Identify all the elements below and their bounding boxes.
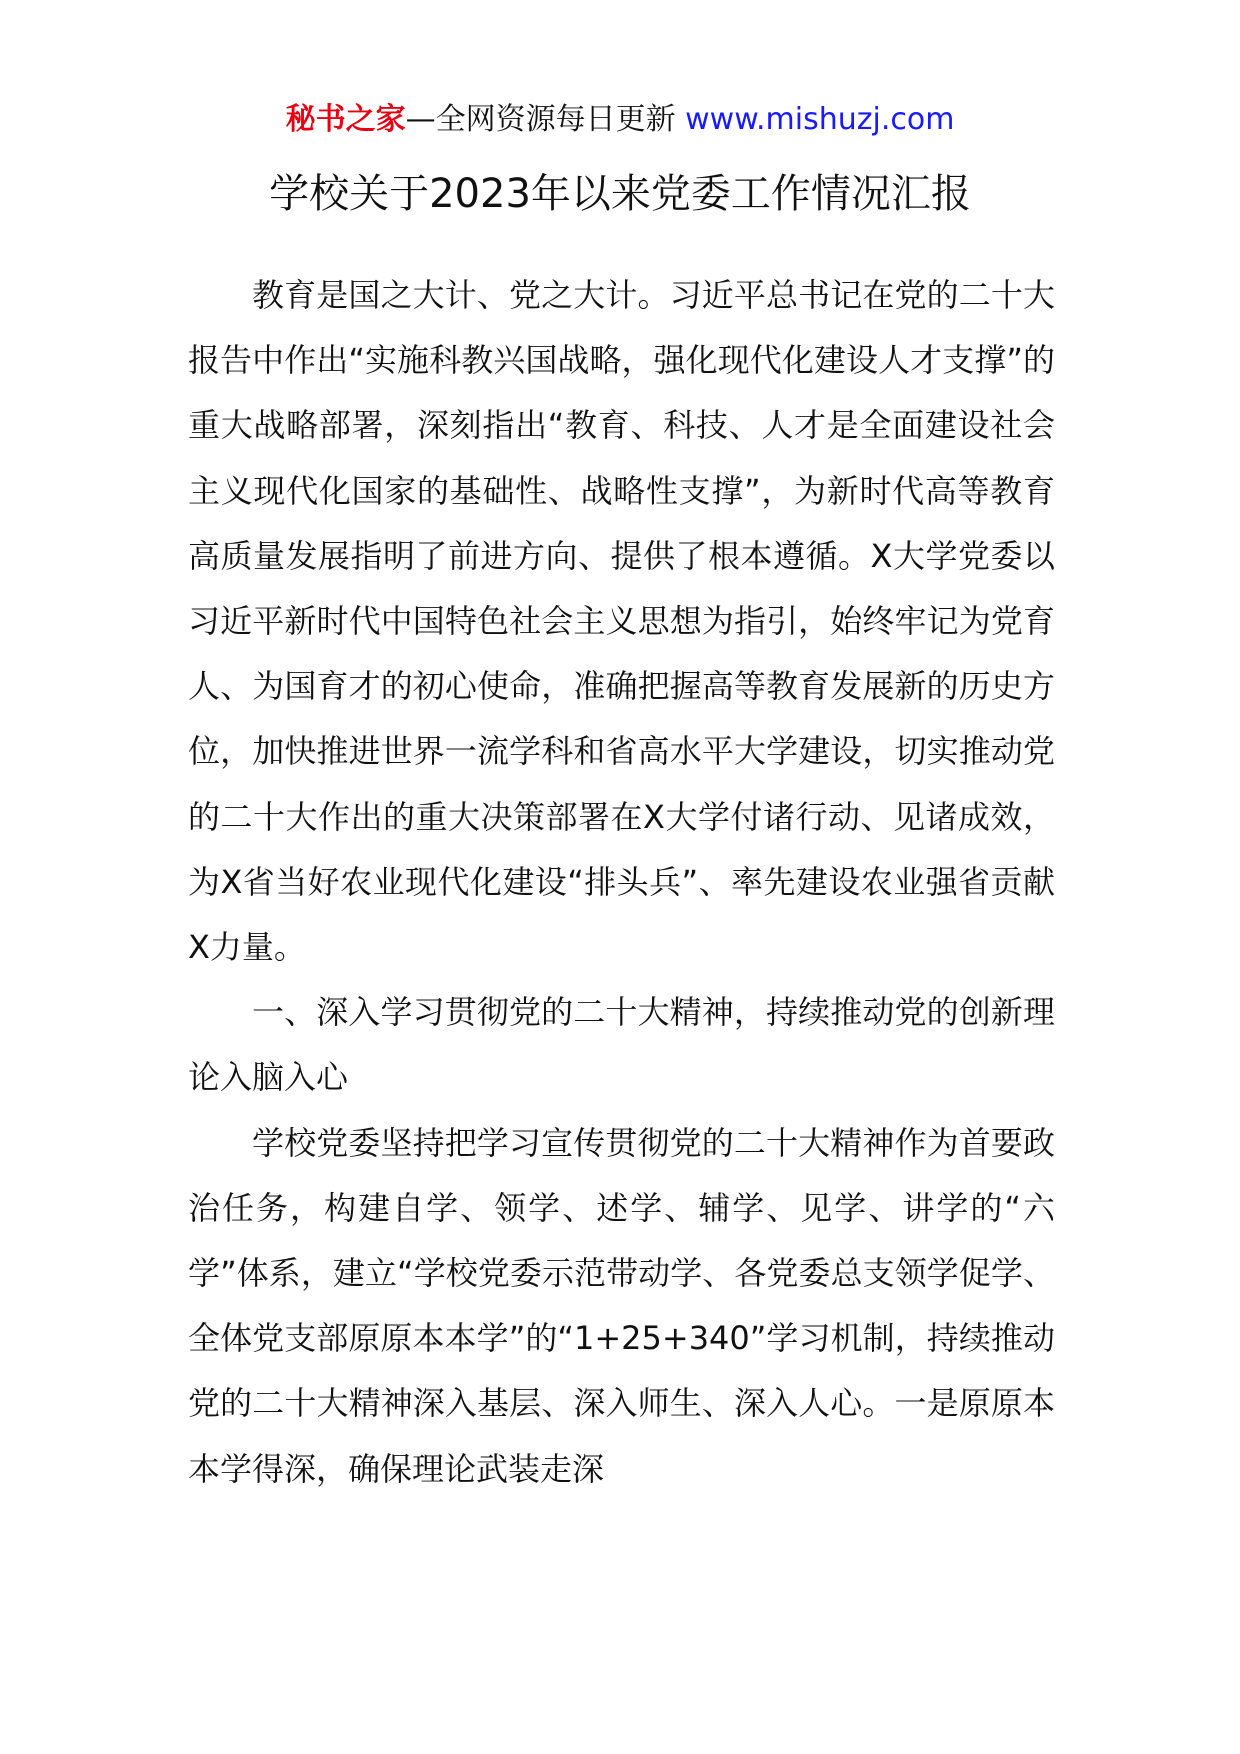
document-body bbox=[188, 263, 1055, 1502]
site-header bbox=[0, 100, 1240, 140]
document-title: 学校关于2023年以来党委工作情况汇报 bbox=[269, 171, 971, 217]
brand-name: 秘书之家 bbox=[285, 102, 406, 137]
section-heading: 一、深入学习贯彻党的二十大精神，持续推动党的创新理论入脑入心 bbox=[188, 993, 1055, 1097]
site-url-link[interactable]: www.mishuzj.com bbox=[685, 102, 955, 137]
header-tagline: —全网资源每日更新 bbox=[405, 102, 676, 137]
intro-paragraph: 教育是国之大计、党之大计。习近平总书记在党的二十大报告中作出“实施科教兴国战略，强化现代化建设人才支撑”的重大战略部署，深刻指出“教育、科技、人才是全面建设社会主义现代化国家的基础性、战略性支撑”，为新时代高等教育高质量发展指明了前进方向、提供了根本遵循。X大学党委以习近平新时代中国特色社会主义思想为指引，始终牢记为党育人、为国育才的初心使命，准确把握高等教育发展新的历史方位，加快推进世界一流学科和省高水平大学建设，切实推动党的二十大作出的重大决策部署在X大学付诸行动、见诸成效，为X省当好农业现代化建设“排头兵”、率先建设农业强省贡献X力量。 bbox=[188, 276, 1055, 967]
body-paragraph: 学校党委坚持把学习宣传贯彻党的二十大精神作为首要政治任务，构建自学、领学、述学、辅学、见学、讲学的“六学”体系，建立“学校党委示范带动学、各党委总支领学促学、全体党支部原原本本学”的“1+25+340”学习机制，持续推动党的二十大精神深入基层、深入师生、深入人心。一是原原本本学得深，确保理论武装走深 bbox=[188, 1123, 1055, 1488]
